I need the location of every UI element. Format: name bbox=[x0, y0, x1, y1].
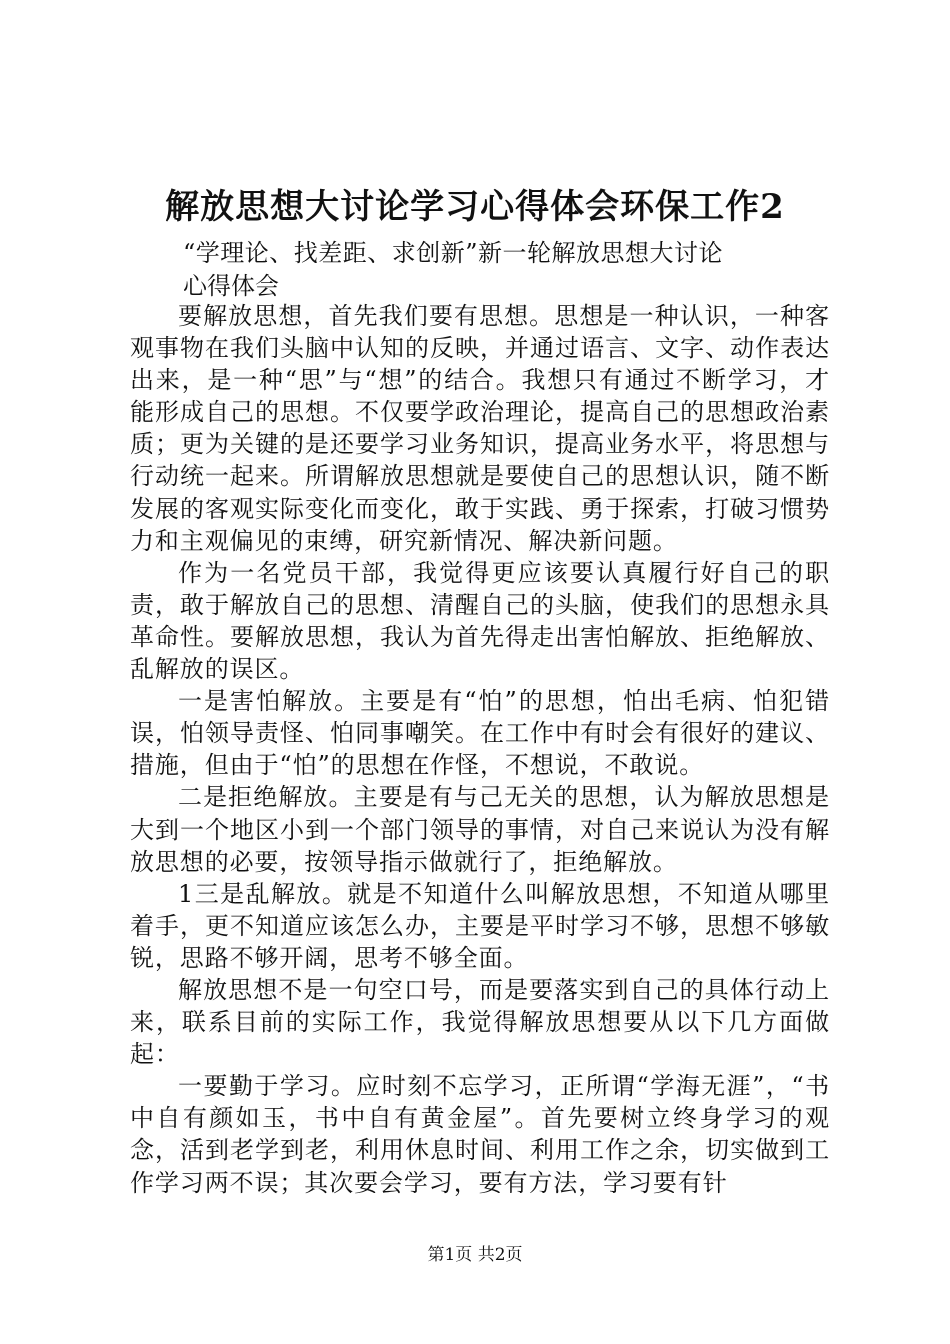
document-title: 解放思想大讨论学习心得体会环保工作2 bbox=[165, 187, 785, 227]
paragraph: 一是害怕解放。主要是有“怕”的思想，怕出毛病、怕犯错误，怕领导责怪、怕同事嘲笑。在工作中有时会有很好的建议、措施，但由于“怕”的思想在作怪，不想说，不敢说。 bbox=[130, 687, 830, 780]
page-number-footer: 第1页 共2页 bbox=[427, 1245, 523, 1265]
document-body bbox=[130, 300, 830, 1199]
paragraph: 解放思想不是一句空口号，而是要落实到自己的具体行动上来，联系目前的实际工作，我觉得解放思想要从以下几方面做起： bbox=[130, 975, 830, 1069]
paragraph: 二是拒绝解放。主要是有与己无关的思想，认为解放思想是大到一个地区小到一个部门领导的事情，对自己来说认为没有解放思想的必要，按领导指示做就行了，拒绝解放。 bbox=[130, 783, 830, 876]
paragraph: 作为一名党员干部，我觉得更应该要认真履行好自己的职责，敢于解放自己的思想、清醒自己的头脑，使我们的思想永具革命性。要解放思想，我认为首先得走出害怕解放、拒绝解放、乱解放的误区。 bbox=[130, 558, 830, 684]
document-subtitle-line2: 心得体会 bbox=[183, 272, 279, 300]
paragraph: 1三是乱解放。就是不知道什么叫解放思想，不知道从哪里着手，更不知道应该怎么办，主要是平时学习不够，思想不够敏锐，思路不够开阔，思考不够全面。 bbox=[130, 879, 830, 972]
document-subtitle-line1: “学理论、找差距、求创新”新一轮解放思想大讨论 bbox=[183, 239, 724, 267]
paragraph: 要解放思想，首先我们要有思想。思想是一种认识，一种客观事物在我们头脑中认知的反映，并通过语言、文字、动作表达出来，是一种“思”与“想”的结合。我想只有通过不断学习，才能形成自己的思想。不仅要学政治理论，提高自己的思想政治素质；更为关键的是还要学习业务知识，提高业务水平，将思想与行动统一起来。所谓解放思想就是要使自己的思想认识，随不断发展的客观实际变化而变化，敢于实践、勇于探索，打破习惯势力和主观偏见的束缚，研究新情况、解决新问题。 bbox=[130, 302, 830, 555]
paragraph: 一要勤于学习。应时刻不忘学习，正所谓“学海无涯”，“书中自有颜如玉，书中自有黄金屋”。首先要树立终身学习的观念，活到老学到老，利用休息时间、利用工作之余，切实做到工作学习两不误；其次要会学习，要有方法，学习要有针 bbox=[130, 1072, 830, 1197]
